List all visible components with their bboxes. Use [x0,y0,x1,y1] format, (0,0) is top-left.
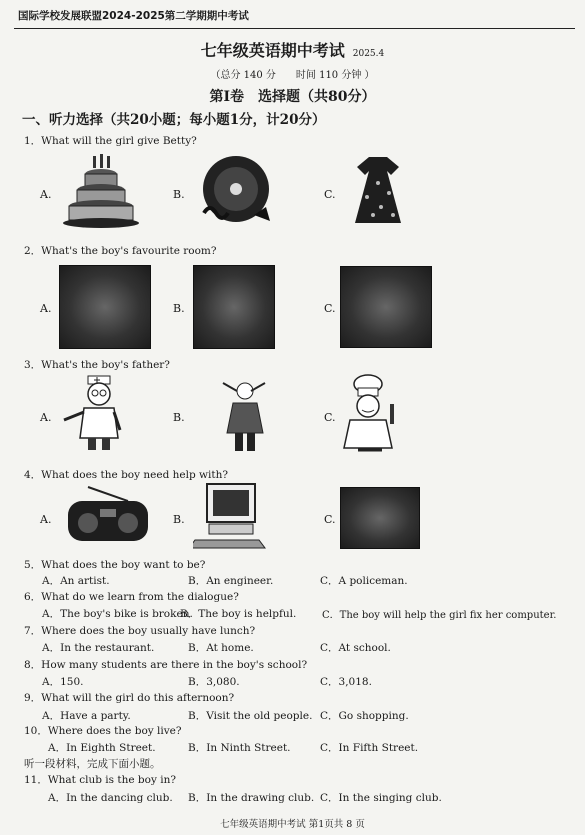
q6-option-a: A．The boy's bike is broken. [42,608,193,620]
q3-label-c: C. [324,411,336,424]
question-4: 4．What does the boy need help with? [24,469,228,481]
cd-icon [196,153,274,227]
question-8: 8．How many students are there in the boy's school? [24,659,308,671]
q8-option-a: A．150. [42,676,84,688]
q8-option-b: B．3,080. [188,676,240,688]
q1-label-a: A. [40,188,52,201]
q10-option-a: A．In Eighth Street. [48,742,156,754]
question-10: 10．Where does the boy live? [24,725,182,737]
part-heading: 第Ⅰ卷 选择题（共80分） [209,89,376,105]
question-3: 3．What's the boy's father? [24,359,170,371]
q2-label-c: C. [324,302,336,315]
section-heading: 一、听力选择（共20小题；每小题1分，计20分） [22,112,326,128]
q1-label-b: B. [173,188,185,201]
score-line: （总分 140 分 时间 110 分钟 ） [210,70,375,81]
q7-option-a: A．In the restaurant. [42,642,155,654]
q2-label-b: B. [173,302,185,315]
singer-icon [215,377,273,457]
q8-option-c: C．3,018. [320,676,372,688]
q6-option-b: B．The boy is helpful. [180,608,297,620]
q10-option-c: C．In Fifth Street. [320,742,419,754]
doctor-icon [58,374,140,456]
question-2: 2．What's the boy's favourite room? [24,245,217,257]
school-header: 国际学校发展联盟2024-2025第二学期期中考试 [18,10,249,22]
q4-label-b: B. [173,513,185,526]
radio-icon [62,483,154,545]
q7-option-c: C．At school. [320,642,391,654]
q4-label-a: A. [40,513,52,526]
q3-label-a: A. [40,411,52,424]
question-7: 7．Where does the boy usually have lunch? [24,625,256,637]
tv-icon [340,487,420,549]
q5-option-a: A．An artist. [42,575,110,587]
bedroom-photo [59,265,151,349]
question-9: 9．What will the girl do this afternoon? [24,692,235,704]
q1-label-c: C. [324,188,336,201]
q9-option-c: C．Go shopping. [320,710,409,722]
q9-option-b: B．Visit the old people. [188,710,313,722]
question-6: 6．What do we learn from the dialogue? [24,591,239,603]
listening-instruction: 听一段材料，完成下面小题。 [24,758,161,770]
q9-option-a: A．Have a party. [42,710,131,722]
computer-icon [193,482,271,550]
q6-option-c: C．The boy will help the girl fix her computer. [322,610,557,621]
q11-option-b: B．In the drawing club. [188,792,315,804]
q4-label-c: C. [324,513,336,526]
q5-option-b: B．An engineer. [188,575,274,587]
exam-date: 2025.4 [352,49,385,59]
exam-title [0,38,585,61]
q3-label-b: B. [173,411,185,424]
dress-icon [345,153,411,227]
q10-option-b: B．In Ninth Street. [188,742,291,754]
cake-icon [60,152,142,230]
title-text: 七年级英语期中考试 [200,41,345,60]
page-footer: 七年级英语期中考试 第1页共 8 页 [220,819,365,830]
q11-option-a: A．In the dancing club. [48,792,173,804]
question-5: 5．What does the boy want to be? [24,559,206,571]
question-1: 1．What will the girl give Betty? [24,135,197,147]
header-rule [14,28,575,29]
room-photo-c [340,266,432,348]
q5-option-c: C．A policeman. [320,575,408,587]
q11-option-c: C．In the singing club. [320,792,442,804]
q2-label-a: A. [40,302,52,315]
q7-option-b: B．At home. [188,642,254,654]
question-11: 11．What club is the boy in? [24,774,176,786]
room-photo-b [193,265,275,349]
cook-icon [338,374,404,456]
